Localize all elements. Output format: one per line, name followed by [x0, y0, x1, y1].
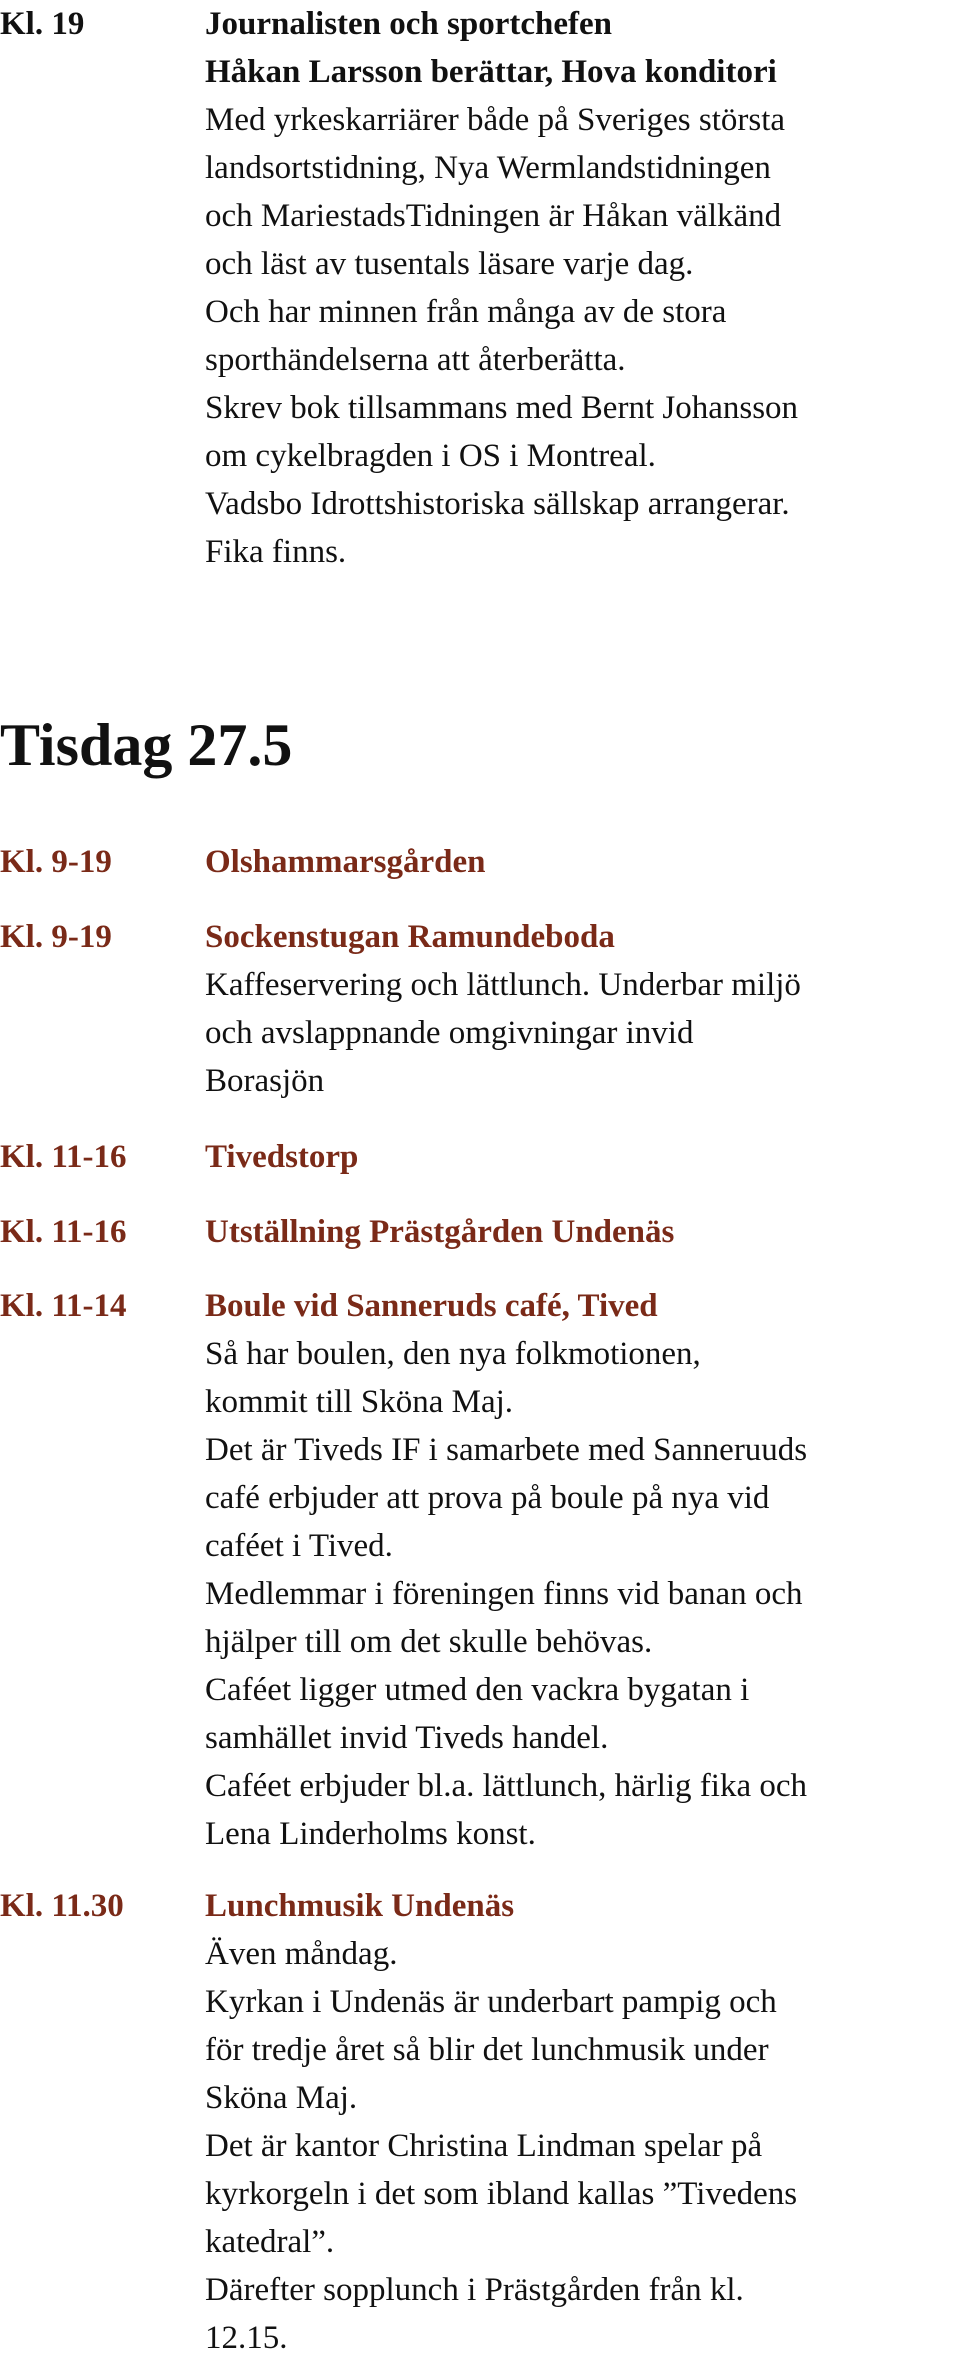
event-text-line: sporthändelserna att återberätta. — [205, 342, 626, 378]
event-text-line: Med yrkeskarriärer både på Sveriges största — [205, 102, 786, 138]
event-text-line: Fika finns. — [205, 534, 347, 570]
day-heading: Tisdag 27.5 — [0, 712, 293, 778]
event-text-line: caféet i Tived. — [205, 1528, 393, 1564]
event-content — [205, 1133, 953, 1181]
event-content — [205, 913, 953, 1105]
event-text-line: Skrev bok tillsammans med Bernt Johansson — [205, 390, 799, 426]
event-text-line: Caféet ligger utmed den vackra bygatan i — [205, 1672, 750, 1708]
event-time: Kl. 11.30 — [0, 1888, 124, 1924]
event-text-line: om cykelbragden i OS i Montreal. — [205, 438, 656, 474]
event-text-line: 12.15. — [205, 2320, 288, 2356]
event-text-line: katedral”. — [205, 2224, 335, 2260]
event-text-line: café erbjuder att prova på boule på nya vid — [205, 1480, 770, 1516]
event-title: Olshammarsgården — [205, 844, 486, 880]
event-title: Lunchmusik Undenäs — [205, 1888, 515, 1924]
event-text-line: Borasjön — [205, 1063, 325, 1099]
event-time: Kl. 19 — [0, 6, 85, 42]
event-text-line: Medlemmar i föreningen finns vid banan och — [205, 1576, 803, 1612]
event-text-line: kommit till Sköna Maj. — [205, 1384, 514, 1420]
event-text-line: kyrkorgeln i det som ibland kallas ”Tivedens — [205, 2176, 798, 2212]
event-title: Sockenstugan Ramundeboda — [205, 919, 615, 955]
event-text-line: Kaffeservering och lättlunch. Underbar miljö — [205, 967, 801, 1003]
event-title: Boule vid Sanneruds café, Tived — [205, 1288, 658, 1324]
event-content — [205, 1208, 953, 1256]
event-content — [205, 0, 953, 576]
event-text-line: Caféet erbjuder bl.a. lättlunch, härlig fika och — [205, 1768, 808, 1804]
event-text-line: landsortstidning, Nya Wermlandstidningen — [205, 150, 771, 186]
event-content — [205, 1282, 953, 1858]
event-text-line: Det är Tiveds IF i samarbete med Sanneruuds — [205, 1432, 808, 1468]
event-title: Utställning Prästgården Undenäs — [205, 1214, 675, 1250]
event-text-line: Kyrkan i Undenäs är underbart pampig och — [205, 1984, 777, 2020]
event-text-line: och avslappnande omgivningar invid — [205, 1015, 694, 1051]
event-text-line: Vadsbo Idrottshistoriska sällskap arrangerar. — [205, 486, 790, 522]
event-text-line: för tredje året så blir det lunchmusik under — [205, 2032, 769, 2068]
event-text-line: Sköna Maj. — [205, 2080, 358, 2116]
event-text-line: samhället invid Tiveds handel. — [205, 1720, 609, 1756]
event-time: Kl. 9-19 — [0, 919, 112, 955]
event-text-line: Därefter sopplunch i Prästgården från kl. — [205, 2272, 744, 2308]
event-text-line: Lena Linderholms konst. — [205, 1816, 536, 1852]
event-text-line: Även måndag. — [205, 1936, 398, 1972]
event-text-line: Det är kantor Christina Lindman spelar på — [205, 2128, 763, 2164]
event-time: Kl. 9-19 — [0, 844, 112, 880]
event-text-line: och MariestadsTidningen är Håkan välkänd — [205, 198, 782, 234]
event-title-line-1: Journalisten och sportchefen — [205, 6, 612, 42]
event-text-line: Så har boulen, den nya folkmotionen, — [205, 1336, 701, 1372]
event-content — [205, 1882, 953, 2362]
event-content — [205, 838, 953, 886]
event-time: Kl. 11-16 — [0, 1139, 127, 1175]
event-time: Kl. 11-14 — [0, 1288, 127, 1324]
event-text-line: hjälper till om det skulle behövas. — [205, 1624, 653, 1660]
event-text-line: Och har minnen från många av de stora — [205, 294, 727, 330]
event-time: Kl. 11-16 — [0, 1214, 127, 1250]
event-text-line: och läst av tusentals läsare varje dag. — [205, 246, 694, 282]
event-title-line-2: Håkan Larsson berättar, Hova konditori — [205, 54, 777, 90]
event-title: Tivedstorp — [205, 1139, 359, 1175]
